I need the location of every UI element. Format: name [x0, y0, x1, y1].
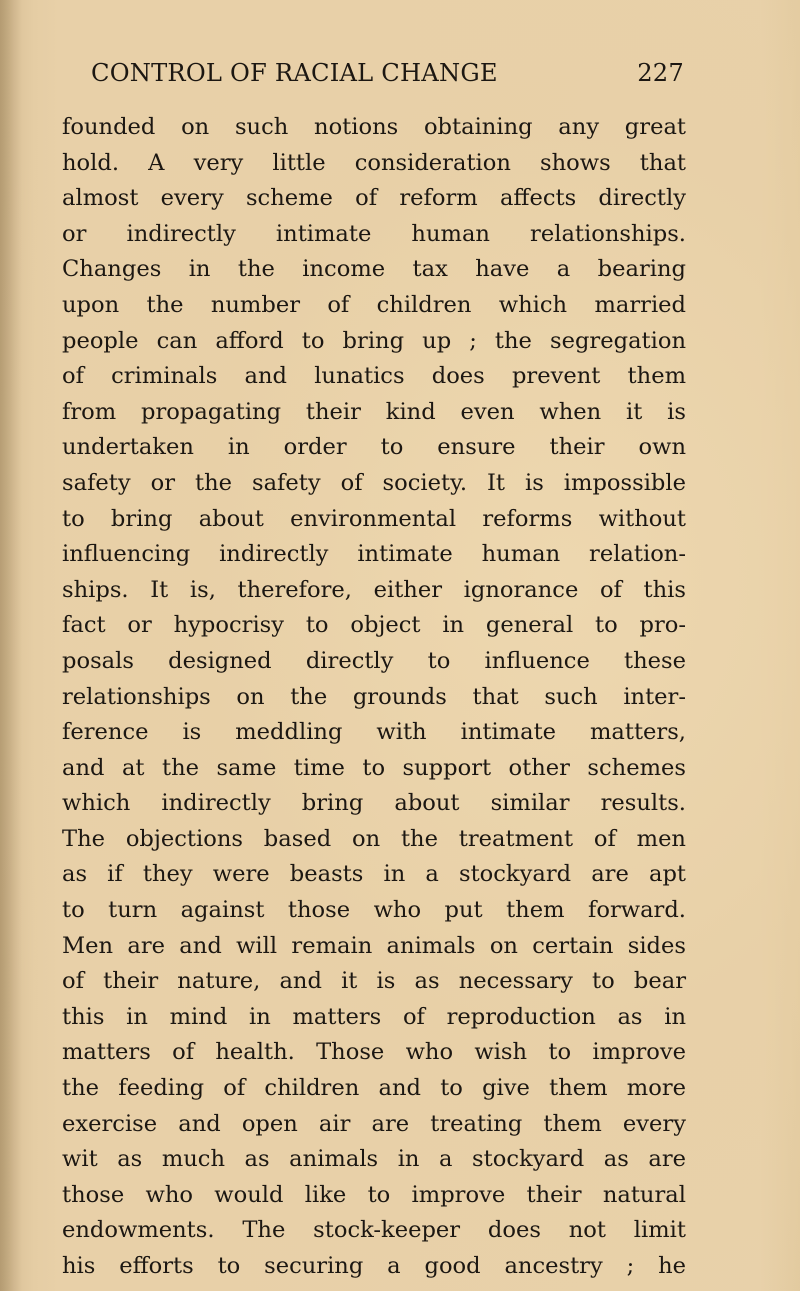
running-head: [91, 53, 684, 93]
running-head-title: CONTROL OF RACIAL CHANGE: [91, 59, 498, 87]
text-line: Changes in the income tax have a bearing: [62, 256, 686, 283]
text-line: endowments. The stock-keeper does not limit: [62, 1217, 686, 1244]
text-line: upon the number of children which married: [62, 291, 686, 318]
text-line: from propagating their kind even when it is: [62, 398, 686, 425]
page-number: 227: [637, 59, 684, 87]
text-line: his efforts to securing a good ancestry ; he: [62, 1253, 686, 1279]
text-line: posals designed directly to influence these: [62, 647, 686, 674]
text-line: Men are and will remain animals on certain sides: [62, 932, 686, 959]
text-line: to turn against those who put them forward.: [62, 897, 686, 924]
text-line: or indirectly intimate human relationships.: [62, 220, 686, 247]
text-line: safety or the safety of society. It is impossible: [62, 469, 686, 496]
text-line: as if they were beasts in a stockyard are apt: [62, 861, 686, 888]
text-line: founded on such notions obtaining any great: [62, 114, 686, 140]
text-line: wit as much as animals in a stockyard as are: [62, 1146, 686, 1173]
text-line: the feeding of children and to give them more: [62, 1075, 686, 1102]
gutter-shadow: [0, 0, 22, 1291]
text-line: The objections based on the treatment of men: [62, 825, 686, 852]
text-line: matters of health. Those who wish to improve: [62, 1039, 686, 1066]
text-line: and at the same time to support other schemes: [62, 754, 686, 781]
text-line: which indirectly bring about similar results.: [62, 790, 686, 817]
text-line: undertaken in order to ensure their own: [62, 434, 686, 461]
text-line: those who would like to improve their natural: [62, 1181, 686, 1208]
text-line: almost every scheme of reform affects directly: [62, 185, 686, 212]
text-line: hold. A very little consideration shows that: [62, 149, 686, 176]
text-line: influencing indirectly intimate human relation-: [62, 541, 686, 568]
text-line: ships. It is, therefore, either ignorance of this: [62, 576, 686, 603]
text-line: ference is meddling with intimate matters,: [62, 719, 686, 746]
text-line: of criminals and lunatics does prevent them: [62, 363, 686, 390]
text-line: exercise and open air are treating them every: [62, 1110, 686, 1137]
text-line: people can afford to bring up ; the segregation: [62, 327, 686, 354]
text-line: this in mind in matters of reproduction as in: [62, 1003, 686, 1030]
text-line: of their nature, and it is as necessary to bear: [62, 968, 686, 995]
text-line: to bring about environmental reforms without: [62, 505, 686, 532]
text-line: relationships on the grounds that such inter-: [62, 683, 686, 710]
body-text: [62, 110, 686, 1285]
text-line: fact or hypocrisy to object in general to pro-: [62, 612, 686, 639]
